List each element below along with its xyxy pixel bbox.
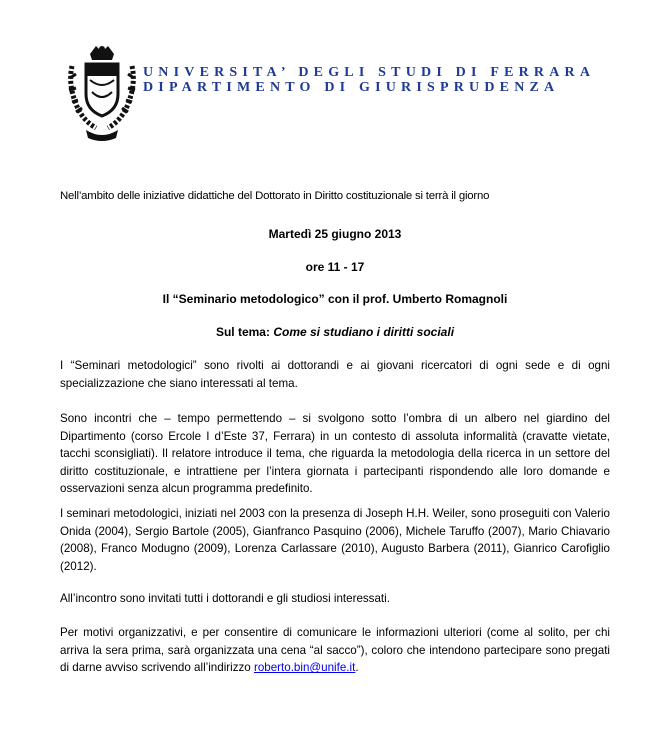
- email-link[interactable]: roberto.bin@unife.it: [253, 661, 356, 675]
- paragraph-intro-seminars: I “Seminari metodologici” sono rivolti ai dottorandi e ai giovani ricercatori di ogni sede e di ogni specializzazione che siano interessati al tema.: [60, 359, 610, 390]
- university-seal-icon: [66, 44, 138, 144]
- event-theme: [60, 325, 610, 339]
- event-title: Il “Seminario metodologico” con il prof. Umberto Romagnoli: [162, 292, 508, 306]
- university-name: UNIVERSITA’ DEGLI STUDI DI FERRARA: [143, 65, 596, 80]
- theme-label: Sul tema:: [215, 325, 274, 339]
- intro-line: Nell’ambito delle iniziative didattiche del Dottorato in Diritto costituzionale si terrà il giorno: [60, 190, 490, 202]
- paragraph-format: Sono incontri che – tempo permettendo – si svolgono sotto l’ombra di un albero nel giardino del Dipartimento (corso Ercole I d’Este 37, Ferrara) in un contesto di assoluta informalità (cravatte vietate, tacchi sconsigliati). Il relatore introduce il tema, che riguarda la metodologia della ricerca in un settore del diritto costituzionale, e intrattiene per l’intera giornata i partecipanti rispondendo alle loro domande e osservazioni senza alcun programma predefinito.: [60, 412, 610, 496]
- registration-text: Per motivi organizzativi, e per consentire di comunicare le informazioni ulteriori (come al solito, per chi arriva la sera prima, sarà organizzata una cena “al sacco”), coloro che intendono partecipare sono pregati di darne avviso scrivendo all’indirizzo: [60, 626, 610, 675]
- paragraph-invitation: All’incontro sono invitati tutti i dottorandi e gli studiosi interessati.: [60, 592, 390, 605]
- event-time: ore 11 - 17: [305, 260, 365, 274]
- letterhead: [66, 44, 626, 144]
- paragraph-registration: [60, 624, 610, 677]
- paragraph-history: I seminari metodologici, iniziati nel 2003 con la presenza di Joseph H.H. Weiler, sono proseguiti con Valerio Onida (2004), Sergio Bartole (2005), Gianfranco Pasquino (2006), Michele Taruffo (2007), Mario Chiavario (2008), Franco Modugno (2009), Lorenza Carlassare (2010), Augusto Barbera (2011), Gianrico Carofiglio (2012).: [60, 507, 610, 573]
- registration-end: .: [355, 661, 359, 675]
- event-date: Martedì 25 giugno 2013: [268, 227, 402, 241]
- theme-title: Come si studiano i diritti sociali: [273, 325, 455, 339]
- department-name: DIPARTIMENTO DI GIURISPRUDENZA: [143, 80, 560, 95]
